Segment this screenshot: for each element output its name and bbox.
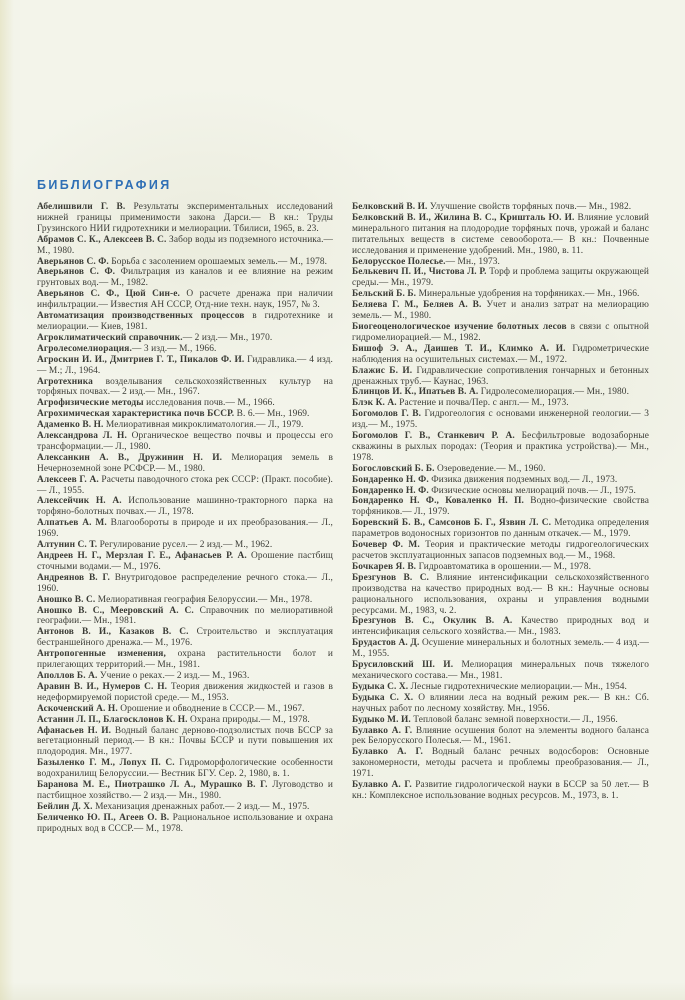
- bibliography-entry: Алексейчик Н. А. Использование машинно-тракторного парка на торфяно-болотных почвах.— Л., 1978.: [37, 496, 333, 518]
- bibliography-entry: Блинцов И. К., Ипатьев В. А. Гидролесомелиорация.— Мн., 1980.: [352, 387, 630, 398]
- entry-lead: Бишоф Э. А., Даишев Т. И., Климко А. И.: [352, 343, 566, 354]
- bibliography-entry: Бондаренко Н. Ф., Коваленко Н. П. Водно-физические свойства торфяников.— Л., 1979.: [352, 496, 649, 518]
- bibliography-entry: Агролесомелиорация.— 3 изд.— М., 1966.: [37, 343, 217, 354]
- entry-lead: Агрохимическая характеристика почв БССР.: [37, 409, 235, 420]
- bibliography-entry: Блажис Б. И. Гидравлические сопротивления гончарных и бетонных дренажных труб.— Каунас, 1963.: [352, 365, 649, 387]
- entry-lead: Булавко А. Г.: [352, 725, 413, 736]
- entry-lead: Брезгунов В. С.: [352, 572, 430, 583]
- entry-lead: Блажис Б. И.: [352, 365, 413, 376]
- bibliography-entry: Бондаренко Н. Ф. Физические основы мелиораций почв.— Л., 1975.: [352, 485, 636, 496]
- entry-lead: Агрофизические методы: [37, 398, 144, 409]
- entry-lead: Будыко М. И.: [352, 714, 411, 725]
- bibliography-entry: Бочкарев Я. В. Гидроавтоматика в орошении.— М., 1978.: [352, 561, 592, 572]
- entry-lead: Агроскин И. И., Дмитриев Г. Т., Пикалов Ф. И.: [37, 354, 245, 365]
- bibliography-entry: Александрова Л. Н. Органическое вещество почвы и процессы его трансформации.— Л., 1980.: [37, 431, 334, 452]
- bibliography-entry: Булавко А. Г. Водный баланс речных водосборов: Основные закономерности, методы расчета и проблемы преобразования.— Л., 1971.: [352, 747, 649, 780]
- bibliography-entry: Абелишвили Г. В. Результаты экспериментальных исследований нижней границы применимости закона Дарси.— В кн.: Труды Грузинского НИИ гидротехники и мелиорации. Тбилиси, 1965, в. 23.: [37, 202, 333, 234]
- entry-lead: Баранова М. Е., Пиотрашко Л. А., Мурашко В. Г.: [37, 780, 268, 791]
- entry-lead: Бондаренко Н. Ф.: [352, 485, 429, 496]
- bibliography-column-left: [37, 202, 333, 835]
- page-title: БИБЛИОГРАФИЯ: [37, 178, 172, 192]
- bibliography-column-right: [352, 202, 649, 802]
- entry-lead: Белковский В. И., Жилина В. С., Кришталь Ю. И.: [352, 212, 575, 223]
- bibliography-entry: Боревский Б. В., Самсонов Б. Г., Язвин Л. С. Методика определения параметров водоносных горизонтов по данным откачек.— М., 1979.: [352, 518, 649, 540]
- entry-lead: Богомолов Г. В.: [352, 409, 422, 420]
- bibliography-entry: Автоматизация производственных процессов в гидротехнике и мелиорации.— Киев, 1981.: [37, 311, 333, 332]
- bibliography-entry: Белковский В. И. Улучшение свойств торфяных почв.— Мн., 1982.: [352, 202, 632, 212]
- entry-lead: Адаменко В. Н.: [37, 420, 104, 431]
- bibliography-entry: Бельский Б. Б. Минеральные удобрения на торфяниках.— Мн., 1966.: [352, 289, 640, 300]
- bibliography-entry: Алтунин С. Т. Регулирование русел.— 2 изд.— М., 1962.: [37, 540, 273, 551]
- bibliography-entry: Булавко А. Г. Влияние осушения болот на элементы водного баланса рек Белорусского Полесья.— М., 1961.: [352, 725, 650, 747]
- entry-lead: Будыка С. Х.: [352, 692, 414, 703]
- bibliography-entry: Афанасьев Н. И. Водный баланс дерново-подзолистых почв БССР за вегетационный период.— В кн.: Почвы БССР и пути повышения их плодородия. Мн., 1977.: [37, 725, 333, 758]
- bibliography-entry: Богословский Б. Б. Озероведение.— М., 1960.: [352, 463, 546, 474]
- bibliography-entry: Антропогенные изменения, охрана растительности болот и прилегающих территорий.— Мн., 1981.: [37, 649, 333, 671]
- entry-lead: Белорусское Полесье.: [352, 256, 446, 267]
- bibliography-entry: Богомолов Г. В. Гидрогеология с основами инженерной геологии.— 3 изд.— М., 1975.: [352, 409, 649, 431]
- bibliography-entry: Будыка С. Х. О влиянии леса на водный режим рек.— В кн.: Сб. научных работ по лесному хозяйству. Мн., 1956.: [352, 692, 650, 714]
- entry-lead: Бондаренко Н. Ф.: [352, 474, 429, 485]
- bibliography-entry: Богомолов Г. В., Станкевич Р. А. Бесфильтровые водозаборные скважины в рыхлых породах: (Теория и практика устройства).— Мн., 1978.: [352, 431, 649, 463]
- entry-lead: Алпатьев А. М.: [37, 518, 107, 529]
- bibliography-entry: Аполлов Б. А. Учение о реках.— 2 изд.— М., 1963.: [37, 670, 250, 681]
- entry-lead: Богословский Б. Б.: [352, 463, 435, 474]
- bibliography-entry: Белорусское Полесье.— Мн., 1973.: [352, 256, 501, 267]
- entry-lead: Аверьянов С. Ф.: [37, 256, 109, 267]
- entry-lead: Биогеоценологическое изучение болотных лесов: [352, 321, 567, 332]
- entry-lead: Брудастов А. Д.: [352, 638, 420, 649]
- entry-lead: Аравин В. И., Нумеров С. Н.: [37, 681, 168, 692]
- bibliography-entry: Агрохимическая характеристика почв БССР. В. 6.— Мн., 1969.: [37, 409, 310, 420]
- entry-lead: Белькевич П. И., Чистова Л. Р.: [352, 267, 487, 278]
- entry-lead: Агротехника: [37, 376, 93, 387]
- bibliography-entry: Белькевич П. И., Чистова Л. Р. Торф и проблема защиты окружающей среды.— Мн., 1979.: [352, 267, 649, 289]
- bibliography-entry: Аверьянов С. Ф. Фильтрация из каналов и ее влияние на режим грунтовых вод.— М., 1982.: [37, 267, 333, 289]
- bibliography-entry: Аравин В. И., Нумеров С. Н. Теория движения жидкостей и газов в недеформируемой пористой среде.— М., 1953.: [37, 681, 333, 703]
- entry-lead: Беличенко Ю. П., Агеев О. В.: [37, 812, 170, 823]
- entry-lead: Аполлов Б. А.: [37, 670, 98, 681]
- entry-lead: Алексанкин А. В., Дружинин Н. И.: [37, 452, 223, 463]
- bibliography-entry: Андреев Н. Г., Мерзлая Г. Е., Афанасьев Р. А. Орошение пастбищ сточными водами.— М., 1976.: [37, 551, 333, 572]
- entry-lead: Бочкарев Я. В.: [352, 561, 417, 572]
- bibliography-entry: Адаменко В. Н. Мелиоративная микроклиматология.— Л., 1979.: [37, 420, 304, 431]
- bibliography-entry: Аверьянов С. Ф., Цюй Син-е. О расчете дренажа при наличии инфильтрации.— Известия АН СССР, Отд-ние техн. наук, 1957, № 3.: [37, 289, 333, 311]
- bibliography-entry: Бочевер Ф. М. Теория и практические методы гидрогеологических расчетов эксплуатационных запасов подземных вод.— М., 1968.: [352, 540, 650, 561]
- entry-lead: Аверьянов С. Ф., Цюй Син-е.: [37, 289, 180, 300]
- entry-lead: Бочевер Ф. М.: [352, 540, 420, 551]
- entry-lead: Булавко А. Г.: [352, 747, 423, 758]
- bibliography-entry: Будыко М. И. Тепловой баланс земной поверхности.— Л., 1956.: [352, 714, 618, 725]
- entry-lead: Алтунин С. Т.: [37, 540, 98, 551]
- entry-lead: Астанин Л. П., Благосклонов К. Н.: [37, 714, 188, 725]
- bibliography-entry: Бейлин Д. Х. Механизация дренажных работ.— 2 изд.— М., 1975.: [37, 801, 310, 812]
- entry-lead: Блэк К. А.: [352, 398, 397, 409]
- bibliography-entry: Алексанкин А. В., Дружинин Н. И. Мелиорация земель в Нечерноземной зоне РСФСР.— М., 1980.: [37, 452, 333, 474]
- bibliography-entry: Брудастов А. Д. Осушение минеральных и болотных земель.— 4 изд.— М., 1955.: [352, 638, 649, 660]
- bibliography-entry: Блэк К. А. Растение и почва/Пер. с англ.— М., 1973.: [352, 398, 569, 409]
- entry-lead: Бейлин Д. Х.: [37, 801, 93, 812]
- bibliography-entry: Аношко В. С., Мееровский А. С. Справочник по мелиоративной географии.— Мн., 1981.: [37, 605, 333, 627]
- bibliography-entry: Аношко В. С. Мелиоративная география Белоруссии.— Мн., 1978.: [37, 594, 313, 605]
- bibliography-entry: Аскоченский А. Н. Орошение и обводнение в СССР.— М., 1967.: [37, 703, 305, 714]
- bibliography-entry: Брусиловский Ш. И. Мелиорация минеральных почв тяжелого механического состава.— Мн., 1981.: [352, 660, 649, 681]
- entry-lead: Будыка С. Х.: [352, 681, 409, 692]
- bibliography-entry: Бишоф Э. А., Даишев Т. И., Климко А. И. Гидрометрические наблюдения на осушительных системах.— М., 1972.: [352, 343, 649, 365]
- entry-lead: Алексейчик Н. А.: [37, 496, 122, 507]
- bibliography-entry: Агроклиматический справочник.— 2 изд.— Мн., 1970.: [37, 332, 273, 343]
- entry-lead: Базыленко Г. М., Лопух П. С.: [37, 758, 175, 769]
- entry-lead: Андреев Н. Г., Мерзлая Г. Е., Афанасьев Р. А.: [37, 551, 247, 561]
- bibliography-entry: Биогеоценологическое изучение болотных лесов в связи с опытной гидромелиорацией.— М., 1982.: [352, 321, 649, 343]
- bibliography-entry: Антонов В. И., Казаков В. С. Строительство и эксплуатация бестраншейного дренажа.— М., 1976.: [37, 627, 333, 649]
- entry-lead: Боревский Б. В., Самсонов Б. Г., Язвин Л. С.: [352, 518, 552, 529]
- entry-lead: Аверьянов С. Ф.: [37, 267, 116, 278]
- bibliography-entry: Белковский В. И., Жилина В. С., Кришталь Ю. И. Влияние условий минерального питания на плодородие торфяных почв, урожай и баланс питательных веществ в системе севооборота.— В кн.: Почвенные исследования и применение удобрений. Мн., 1980, в. 11.: [352, 212, 649, 256]
- entry-lead: Бельский Б. Б.: [352, 289, 417, 300]
- bibliography-entry: Базыленко Г. М., Лопух П. С. Гидроморфологические особенности водохранилищ Белоруссии.— Вестник БГУ. Сер. 2, 1980, в. 1.: [37, 758, 333, 780]
- entry-lead: Абрамов С. К., Алексеев В. С.: [37, 234, 167, 245]
- entry-lead: Аношко В. С.: [37, 594, 96, 605]
- entry-lead: Абелишвили Г. В.: [37, 202, 126, 212]
- entry-lead: Аношко В. С., Мееровский А. С.: [37, 605, 194, 616]
- entry-lead: Андреянов В. Г.: [37, 572, 110, 583]
- bibliography-entry: Булавко А. Г. Развитие гидрологической науки в БССР за 50 лет.— В кн.: Комплексное использование водных ресурсов. М., 1973, в. 1.: [352, 780, 650, 801]
- bibliography-entry: Аверьянов С. Ф. Борьба с засолением орошаемых земель.— М., 1978.: [37, 256, 328, 267]
- entry-lead: Агроклиматический справочник.: [37, 332, 183, 343]
- entry-lead: Богомолов Г. В., Станкевич Р. А.: [352, 431, 515, 442]
- entry-lead: Алексеев Г. А.: [37, 474, 99, 485]
- entry-lead: Антонов В. И., Казаков В. С.: [37, 627, 189, 638]
- entry-lead: Блинцов И. К., Ипатьев В. А.: [352, 387, 479, 398]
- bibliography-entry: Баранова М. Е., Пиотрашко Л. А., Мурашко В. Г. Луговодство и пастбищное хозяйство.— 2 изд.— Мн., 1980.: [37, 780, 333, 801]
- entry-lead: Антропогенные изменения,: [37, 649, 166, 660]
- entry-lead: Брезгунов В. С., Окулик В. А.: [352, 616, 513, 627]
- bibliography-entry: Агроскин И. И., Дмитриев Г. Т., Пикалов Ф. И. Гидравлика.— 4 изд.— М.; Л., 1964.: [37, 354, 333, 376]
- bibliography-entry: Агротехника возделывания сельскохозяйственных культур на торфяных почвах.— 2 изд.— Мн., 1967.: [37, 376, 333, 398]
- entry-lead: Белковский В. И.: [352, 202, 428, 212]
- bibliography-entry: Беляева Г. М., Беляев А. В. Учет и анализ затрат на мелиорацию земель.— М., 1980.: [352, 300, 649, 322]
- entry-lead: Булавко А. Г.: [352, 780, 412, 791]
- bibliography-entry: Беличенко Ю. П., Агеев О. В. Рациональное использование и охрана природных вод в СССР.— М., 1978.: [37, 812, 333, 834]
- entry-lead: Александрова Л. Н.: [37, 431, 127, 442]
- entry-lead: Аскоченский А. Н.: [37, 703, 118, 714]
- entry-lead: Автоматизация производственных процессов: [37, 311, 245, 322]
- entry-lead: Бондаренко Н. Ф., Коваленко Н. П.: [352, 496, 524, 507]
- bibliography-entry: Андреянов В. Г. Внутригодовое распределение речного стока.— Л., 1960.: [37, 572, 333, 594]
- entry-lead: Беляева Г. М., Беляев А. В.: [352, 300, 482, 311]
- bibliography-entry: Бондаренко Н. Ф. Физика движения подземных вод.— Л., 1973.: [352, 474, 618, 485]
- entry-lead: Агролесомелиорация.: [37, 343, 132, 354]
- bibliography-entry: Алексеев Г. А. Расчеты паводочного стока рек СССР: (Практ. пособие).— Л., 1955.: [37, 474, 333, 496]
- bibliography-entry: Астанин Л. П., Благосклонов К. Н. Охрана природы.— М., 1978.: [37, 714, 310, 725]
- bibliography-entry: Брезгунов В. С. Влияние интенсификации сельскохозяйственного производства на качество природных вод.— В кн.: Научные основы рационального использования, охраны и управления водными ресурсами. М., 1983, ч. 2.: [352, 572, 650, 616]
- bibliography-entry: Агрофизические методы исследования почв.— М., 1966.: [37, 398, 275, 409]
- entry-lead: Афанасьев Н. И.: [37, 725, 112, 736]
- bibliography-entry: Будыка С. Х. Лесные гидротехнические мелиорации.— Мн., 1954.: [352, 681, 628, 692]
- bibliography-entry: Абрамов С. К., Алексеев В. С. Забор воды из подземного источника.— М., 1980.: [37, 234, 334, 256]
- bibliography-entry: Алпатьев А. М. Влагообороты в природе и их преобразования.— Л., 1969.: [37, 518, 333, 540]
- bibliography-entry: Брезгунов В. С., Окулик В. А. Качество природных вод и интенсификация сельского хозяйства.— Мн., 1983.: [352, 616, 649, 638]
- entry-lead: Брусиловский Ш. И.: [352, 660, 454, 671]
